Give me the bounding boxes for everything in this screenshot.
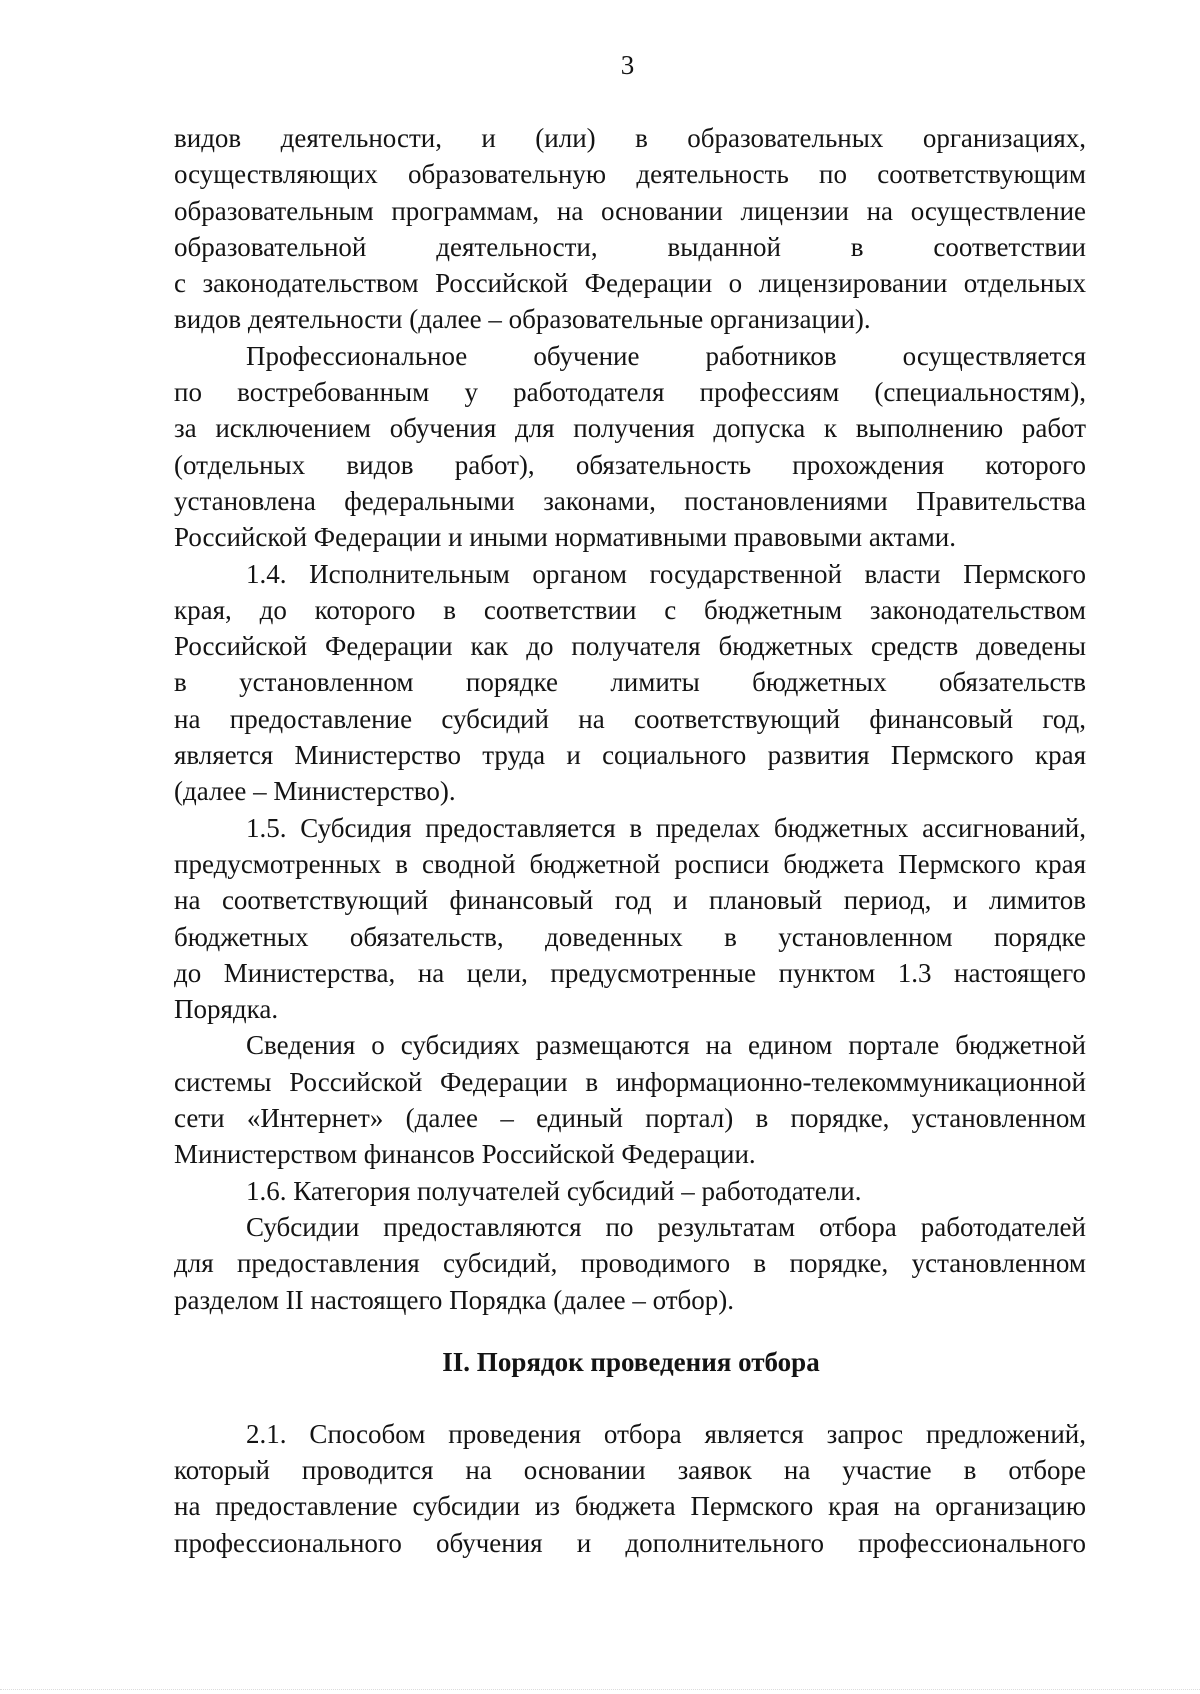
text-line: 1.4. Исполнительным органом государственной власти Пермского — [246, 558, 1086, 589]
text-line: видов деятельности, и (или) в образовательных организациях, — [174, 123, 1086, 153]
paragraph — [174, 1173, 1086, 1209]
page-number: 3 — [620, 50, 635, 80]
text-line: является Министерство труда и социального развития Пермского края — [174, 740, 1086, 771]
text-line: образовательным программам, на основании лицензии на осуществление — [174, 195, 1086, 226]
text-line: разделом II настоящего Порядка (далее – отбор). — [174, 1284, 735, 1315]
text-line: 2.1. Способом проведения отбора является запрос предложений, — [246, 1418, 1086, 1449]
text-line: для предоставления субсидий, проводимого в порядке, установленном — [174, 1248, 1086, 1279]
paragraph — [174, 556, 1086, 810]
text-line: образовательной деятельности, выданной в соответствии — [174, 231, 1086, 262]
text-line: Министерством финансов Российской Федерации. — [174, 1139, 756, 1170]
text-line: Российской Федерации как до получателя бюджетных средств доведены — [174, 631, 1086, 662]
text-line: на соответствующий финансовый год и плановый период, и лимитов — [174, 885, 1086, 916]
text-line: в установленном порядке лимиты бюджетных обязательств — [174, 667, 1086, 698]
text-line: Российской Федерации и иными нормативными правовыми актами. — [174, 522, 957, 553]
text-line: 1.5. Субсидия предоставляется в пределах бюджетных ассигнований, — [246, 812, 1086, 843]
text-line: 1.6. Категория получателей субсидий – работодатели. — [246, 1175, 862, 1206]
text-line: с законодательством Российской Федерации о лицензировании отдельных — [174, 268, 1086, 299]
text-line: Субсидии предоставляются по результатам отбора работодателей — [246, 1211, 1086, 1242]
text-line: (отдельных видов работ), обязательность прохождения которого — [174, 449, 1086, 480]
paragraph — [174, 1209, 1086, 1318]
text-line: установлена федеральными законами, постановлениями Правительства — [174, 485, 1086, 516]
document-body — [174, 120, 1086, 1561]
text-line: профессионального обучения и дополнительного профессионального — [174, 1527, 1086, 1558]
text-line: Порядка. — [174, 994, 279, 1025]
paragraph — [174, 1027, 1086, 1172]
text-line: системы Российской Федерации в информационно-телекоммуникационной — [174, 1066, 1086, 1097]
paragraph — [174, 810, 1086, 1028]
section-2-text — [174, 1416, 1086, 1561]
section-1-text — [174, 120, 1086, 1318]
paragraph — [174, 120, 1086, 338]
text-line: бюджетных обязательств, доведенных в установленном порядке — [174, 921, 1086, 952]
text-line: видов деятельности (далее – образовательные организации). — [174, 304, 871, 335]
text-line: осуществляющих образовательную деятельность по соответствующим — [174, 159, 1086, 190]
text-line: Сведения о субсидиях размещаются на едином портале бюджетной — [246, 1030, 1086, 1061]
paragraph — [174, 338, 1086, 556]
text-line: Профессиональное обучение работников осуществляется — [246, 340, 1086, 371]
section-heading: II. Порядок проведения отбора — [442, 1346, 820, 1377]
paragraph — [174, 1416, 1086, 1561]
text-line: который проводится на основании заявок на участие в отборе — [174, 1455, 1086, 1486]
text-line: до Министерства, на цели, предусмотренные пунктом 1.3 настоящего — [174, 957, 1086, 988]
text-line: сети «Интернет» (далее – единый портал) в порядке, установленном — [174, 1103, 1086, 1134]
scan-artifact-line — [0, 1689, 1200, 1690]
text-line: края, до которого в соответствии с бюджетным законодательством — [174, 594, 1086, 625]
text-line: по востребованным у работодателя профессиям (специальностям), — [174, 377, 1086, 408]
text-line: предусмотренных в сводной бюджетной росписи бюджета Пермского края — [174, 848, 1086, 879]
text-line: на предоставление субсидии из бюджета Пермского края на организацию — [174, 1491, 1086, 1522]
text-line: (далее – Министерство). — [174, 776, 456, 807]
text-line: за исключением обучения для получения допуска к выполнению работ — [174, 413, 1086, 444]
text-line: на предоставление субсидий на соответствующий финансовый год, — [174, 703, 1086, 734]
